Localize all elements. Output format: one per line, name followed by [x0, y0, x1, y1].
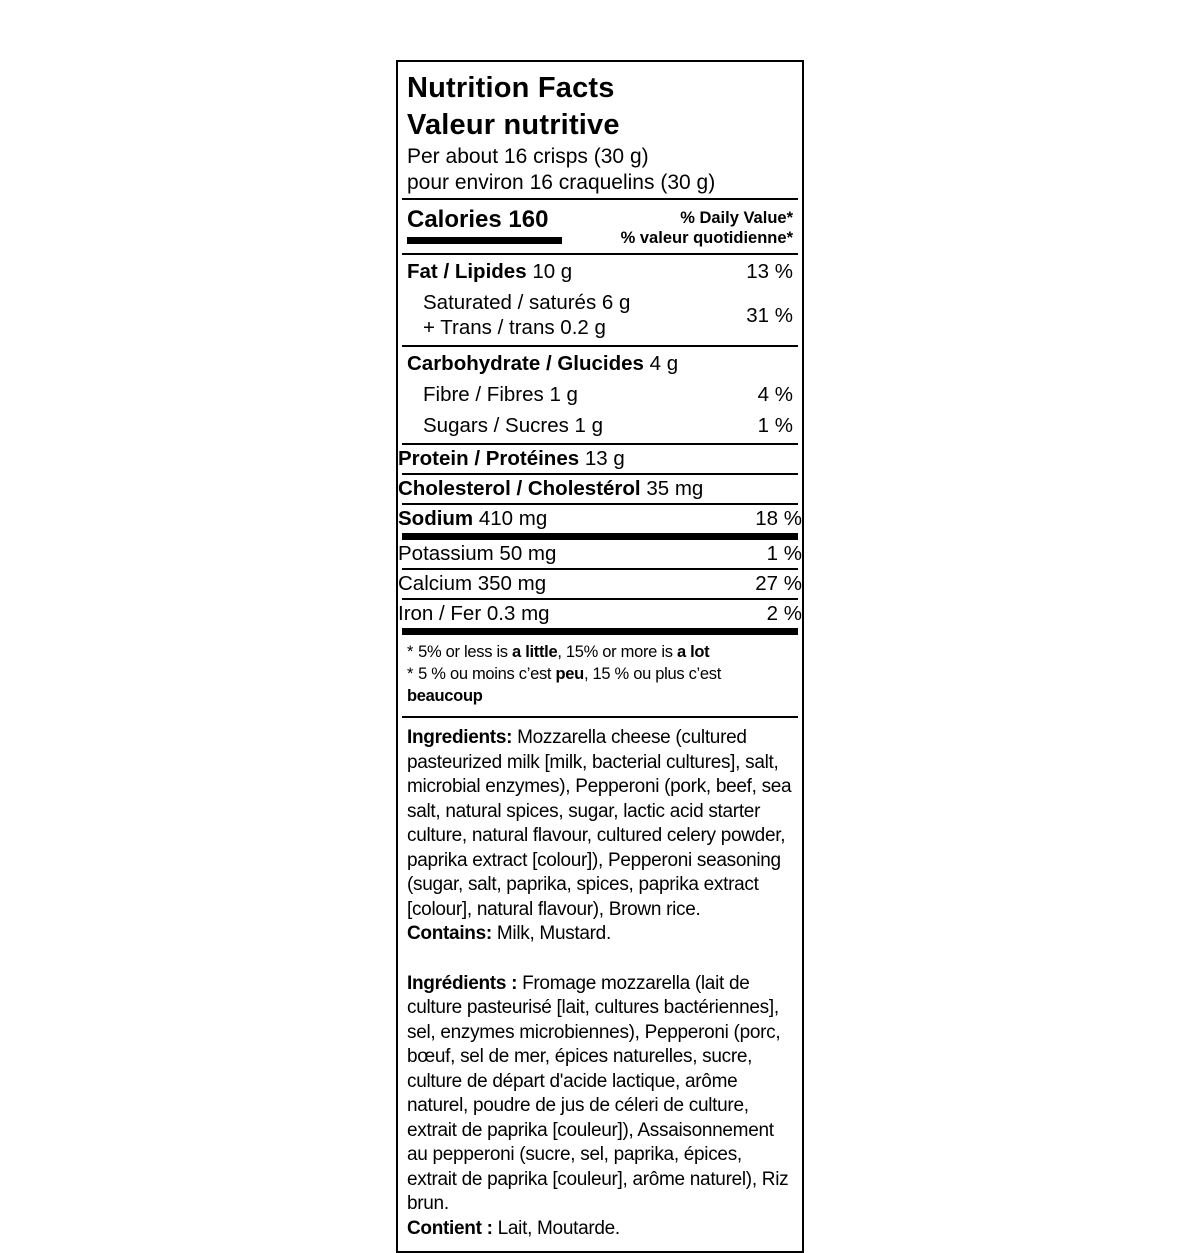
serving-size-english: Per about 16 crisps (30 g) [407, 145, 649, 168]
contains-en-text: Milk, Mustard. [491, 923, 611, 944]
footnote-fr-peu: peu [555, 665, 584, 683]
contains-fr-text: Lait, Moutarde. [492, 1217, 620, 1239]
nutrient-row-sodium [398, 505, 802, 533]
thick-rule-after-iron [402, 628, 798, 635]
contains-en-heading: Contains: [407, 923, 492, 944]
thick-rule-after-sodium [402, 533, 798, 540]
calories-underline-bar [407, 237, 562, 244]
nutrient-row-saturated-trans [398, 287, 802, 343]
nutrient-row-protein [398, 445, 802, 473]
footnote-french [407, 663, 793, 707]
iron-amount: 0.3 mg [486, 602, 550, 625]
calcium-amount: 350 mg [477, 572, 547, 595]
carbohydrate-amount: 4 g [649, 352, 679, 375]
serving-size-french: pour environ 16 craquelins (30 g) [407, 171, 716, 194]
fat-label: Fat / Lipides [407, 260, 527, 283]
footnote-en-a-lot: a lot [676, 643, 710, 661]
carbohydrate-label: Carbohydrate / Glucides [407, 352, 644, 375]
calories-block [407, 206, 562, 244]
nutrient-row-iron [398, 600, 802, 628]
potassium-name [398, 541, 759, 566]
calories-text [407, 206, 562, 233]
sodium-amount: 410 mg [478, 507, 548, 530]
footnote-fr-mid: , 15 % ou plus c’est [583, 665, 722, 683]
protein-name [398, 446, 794, 471]
sodium-daily-value: 18 % [755, 507, 802, 530]
footnote-asterisk-english: * [407, 643, 414, 661]
cholesterol-amount: 35 mg [646, 477, 704, 500]
footnote-english [407, 641, 793, 663]
sugars-amount: 1 g [574, 414, 604, 437]
daily-value-footnote [398, 635, 802, 716]
sugars-daily-value: 1 % [757, 414, 793, 437]
daily-value-header-english: % Daily Value* [680, 209, 793, 227]
contains-fr-heading: Contient : [407, 1217, 493, 1239]
fat-amount: 10 g [532, 260, 573, 283]
ingredients-en-text: Mozzarella cheese (cultured pasteurized milk [milk, bacterial cultures], salt, microbial enzymes), Pepperoni (pork, beef, sea salt, natural spices, sugar, lactic acid starter culture, natural flavour, cultured celery powder, paprika extract [colour]), Pepperoni seasoning (sugar, salt, paprika, spices, paprika extract [colour], natural flavour), Brown rice. [407, 727, 792, 920]
fat-daily-value: 13 % [746, 260, 793, 283]
potassium-amount: 50 mg [499, 542, 557, 565]
nutrition-facts-label [396, 60, 804, 1253]
label-header [398, 62, 802, 198]
nutrient-row-cholesterol [398, 475, 802, 503]
nutrient-row-calcium [398, 570, 802, 598]
ingredients-section [398, 718, 802, 1251]
footnote-en-pre: 5% or less is [418, 643, 513, 661]
footnote-en-a-little: a little [512, 643, 558, 661]
cholesterol-name [398, 476, 794, 501]
footnote-fr-pre: 5 % ou moins c’est [418, 665, 556, 683]
fibre-amount: 1 g [549, 383, 578, 406]
saturated-line: Saturated / saturés 6 g [423, 291, 631, 314]
trans-line: + Trans / trans 0.2 g [423, 316, 606, 339]
sugars-label: Sugars / Sucres [423, 414, 569, 437]
iron-daily-value: 2 % [766, 602, 802, 625]
potassium-label: Potassium [398, 542, 494, 565]
sugars-name [407, 413, 750, 438]
protein-label: Protein / Protéines [398, 447, 580, 470]
calories-row [398, 200, 802, 253]
saturated-trans-name [407, 290, 738, 340]
ingredients-english [407, 726, 793, 947]
ingredients-fr-text: Fromage mozzarella (lait de culture pasteurisé [lait, cultures bactériennes], sel, enzymes microbiennes), Pepperoni (porc, bœuf, sel de mer, épices naturelles, sucre, culture de départ d'acide lactique, arôme naturel, poudre de jus de céleri de culture, extrait de paprika [couleur]), Assaisonnement au pepperoni (sucre, sel, paprika, épices, extrait de paprika [couleur], arôme naturel), Riz brun. [407, 972, 789, 1214]
daily-value-header-french: % valeur quotidienne* [620, 229, 793, 247]
ingredients-en-heading: Ingredients: [407, 727, 513, 748]
fibre-daily-value: 4 % [757, 383, 793, 406]
fat-name [407, 259, 738, 284]
ingredients-fr-heading: Ingrédients : [407, 972, 518, 994]
sodium-label: Sodium [398, 507, 474, 530]
calcium-daily-value: 27 % [755, 572, 802, 595]
sodium-name [398, 506, 747, 531]
potassium-daily-value: 1 % [766, 542, 802, 565]
cholesterol-label: Cholesterol / Cholestérol [398, 477, 641, 500]
title-english: Nutrition Facts [407, 72, 615, 104]
nutrient-row-sugars [398, 410, 802, 441]
protein-amount: 13 g [584, 447, 625, 470]
footnote-asterisk-french: * [407, 665, 414, 683]
calories-label: Calories [407, 206, 502, 233]
fibre-label: Fibre / Fibres [423, 383, 544, 406]
calories-value: 160 [508, 206, 549, 233]
calcium-name [398, 571, 747, 596]
nutrient-row-carbohydrate [398, 348, 802, 379]
carbohydrate-name [407, 351, 785, 376]
fibre-name [407, 382, 750, 407]
iron-name [398, 601, 759, 626]
nutrient-row-potassium [398, 540, 802, 568]
title-french: Valeur nutritive [407, 109, 620, 141]
calcium-label: Calcium [398, 572, 473, 595]
nutrient-row-fat [398, 256, 802, 287]
fat-group [398, 255, 802, 345]
footnote-fr-beaucoup: beaucoup [407, 687, 483, 705]
iron-label: Iron / Fer [398, 602, 482, 625]
ingredients-french [407, 972, 793, 1242]
carbohydrate-group [398, 347, 802, 443]
nutrient-row-fibre [398, 379, 802, 410]
saturated-trans-daily-value: 31 % [746, 303, 793, 327]
footnote-en-mid: , 15% or more is [557, 643, 677, 661]
daily-value-header [621, 206, 793, 248]
